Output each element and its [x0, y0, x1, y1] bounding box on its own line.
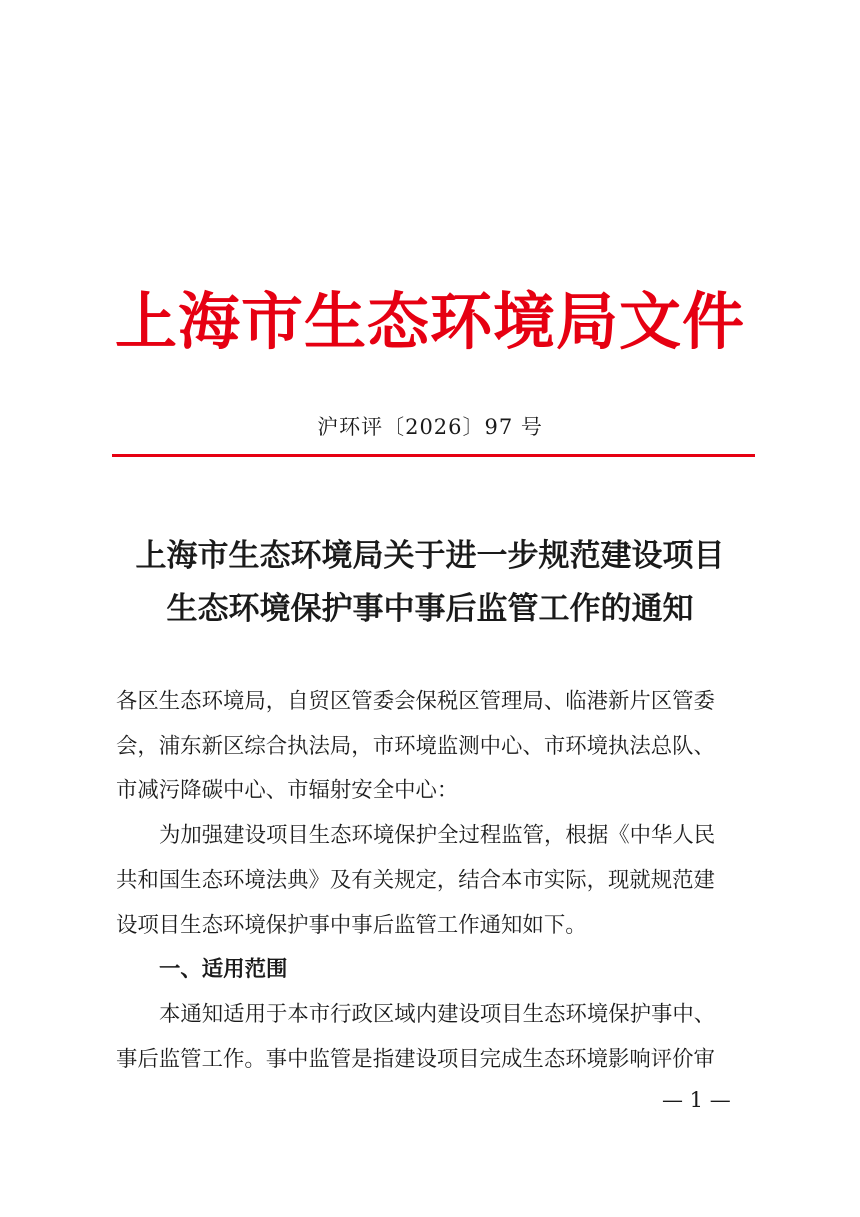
title-line-2: 生态环境保护事中事后监管工作的通知 [166, 591, 694, 627]
title-line-1: 上海市生态环境局关于进一步规范建设项目 [135, 538, 725, 574]
recipients-line-2: 会，浦东新区综合执法局，市环境监测中心、市环境执法总队、 [116, 733, 715, 759]
page-number: — 1 — [662, 1088, 731, 1112]
intro-line-2: 共和国生态环境法典》及有关规定，结合本市实际，现就规范建 [116, 867, 715, 893]
notice-title [0, 530, 860, 636]
red-separator-rule [112, 454, 755, 457]
body-text [116, 680, 756, 1082]
section-1-line-1: 本通知适用于本市行政区域内建设项目生态环境保护事中、 [159, 1001, 716, 1027]
recipients-line-3: 市减污降碳中心、市辐射安全中心： [116, 778, 459, 804]
intro-line-1: 为加强建设项目生态环境保护全过程监管，根据《中华人民 [159, 823, 716, 849]
recipients-line-1: 各区生态环境局，自贸区管委会保税区管理局、临港新片区管委 [116, 689, 715, 714]
section-1-heading: 一、适用范围 [159, 957, 288, 983]
intro-line-3: 设项目生态环境保护事中事后监管工作通知如下。 [116, 912, 587, 938]
document-number: 沪环评〔2026〕97 号 [317, 415, 543, 439]
document-masthead: 上海市生态环境局文件 [114, 285, 745, 358]
section-1-line-2: 事后监管工作。事中监管是指建设项目完成生态环境影响评价审 [116, 1046, 715, 1072]
